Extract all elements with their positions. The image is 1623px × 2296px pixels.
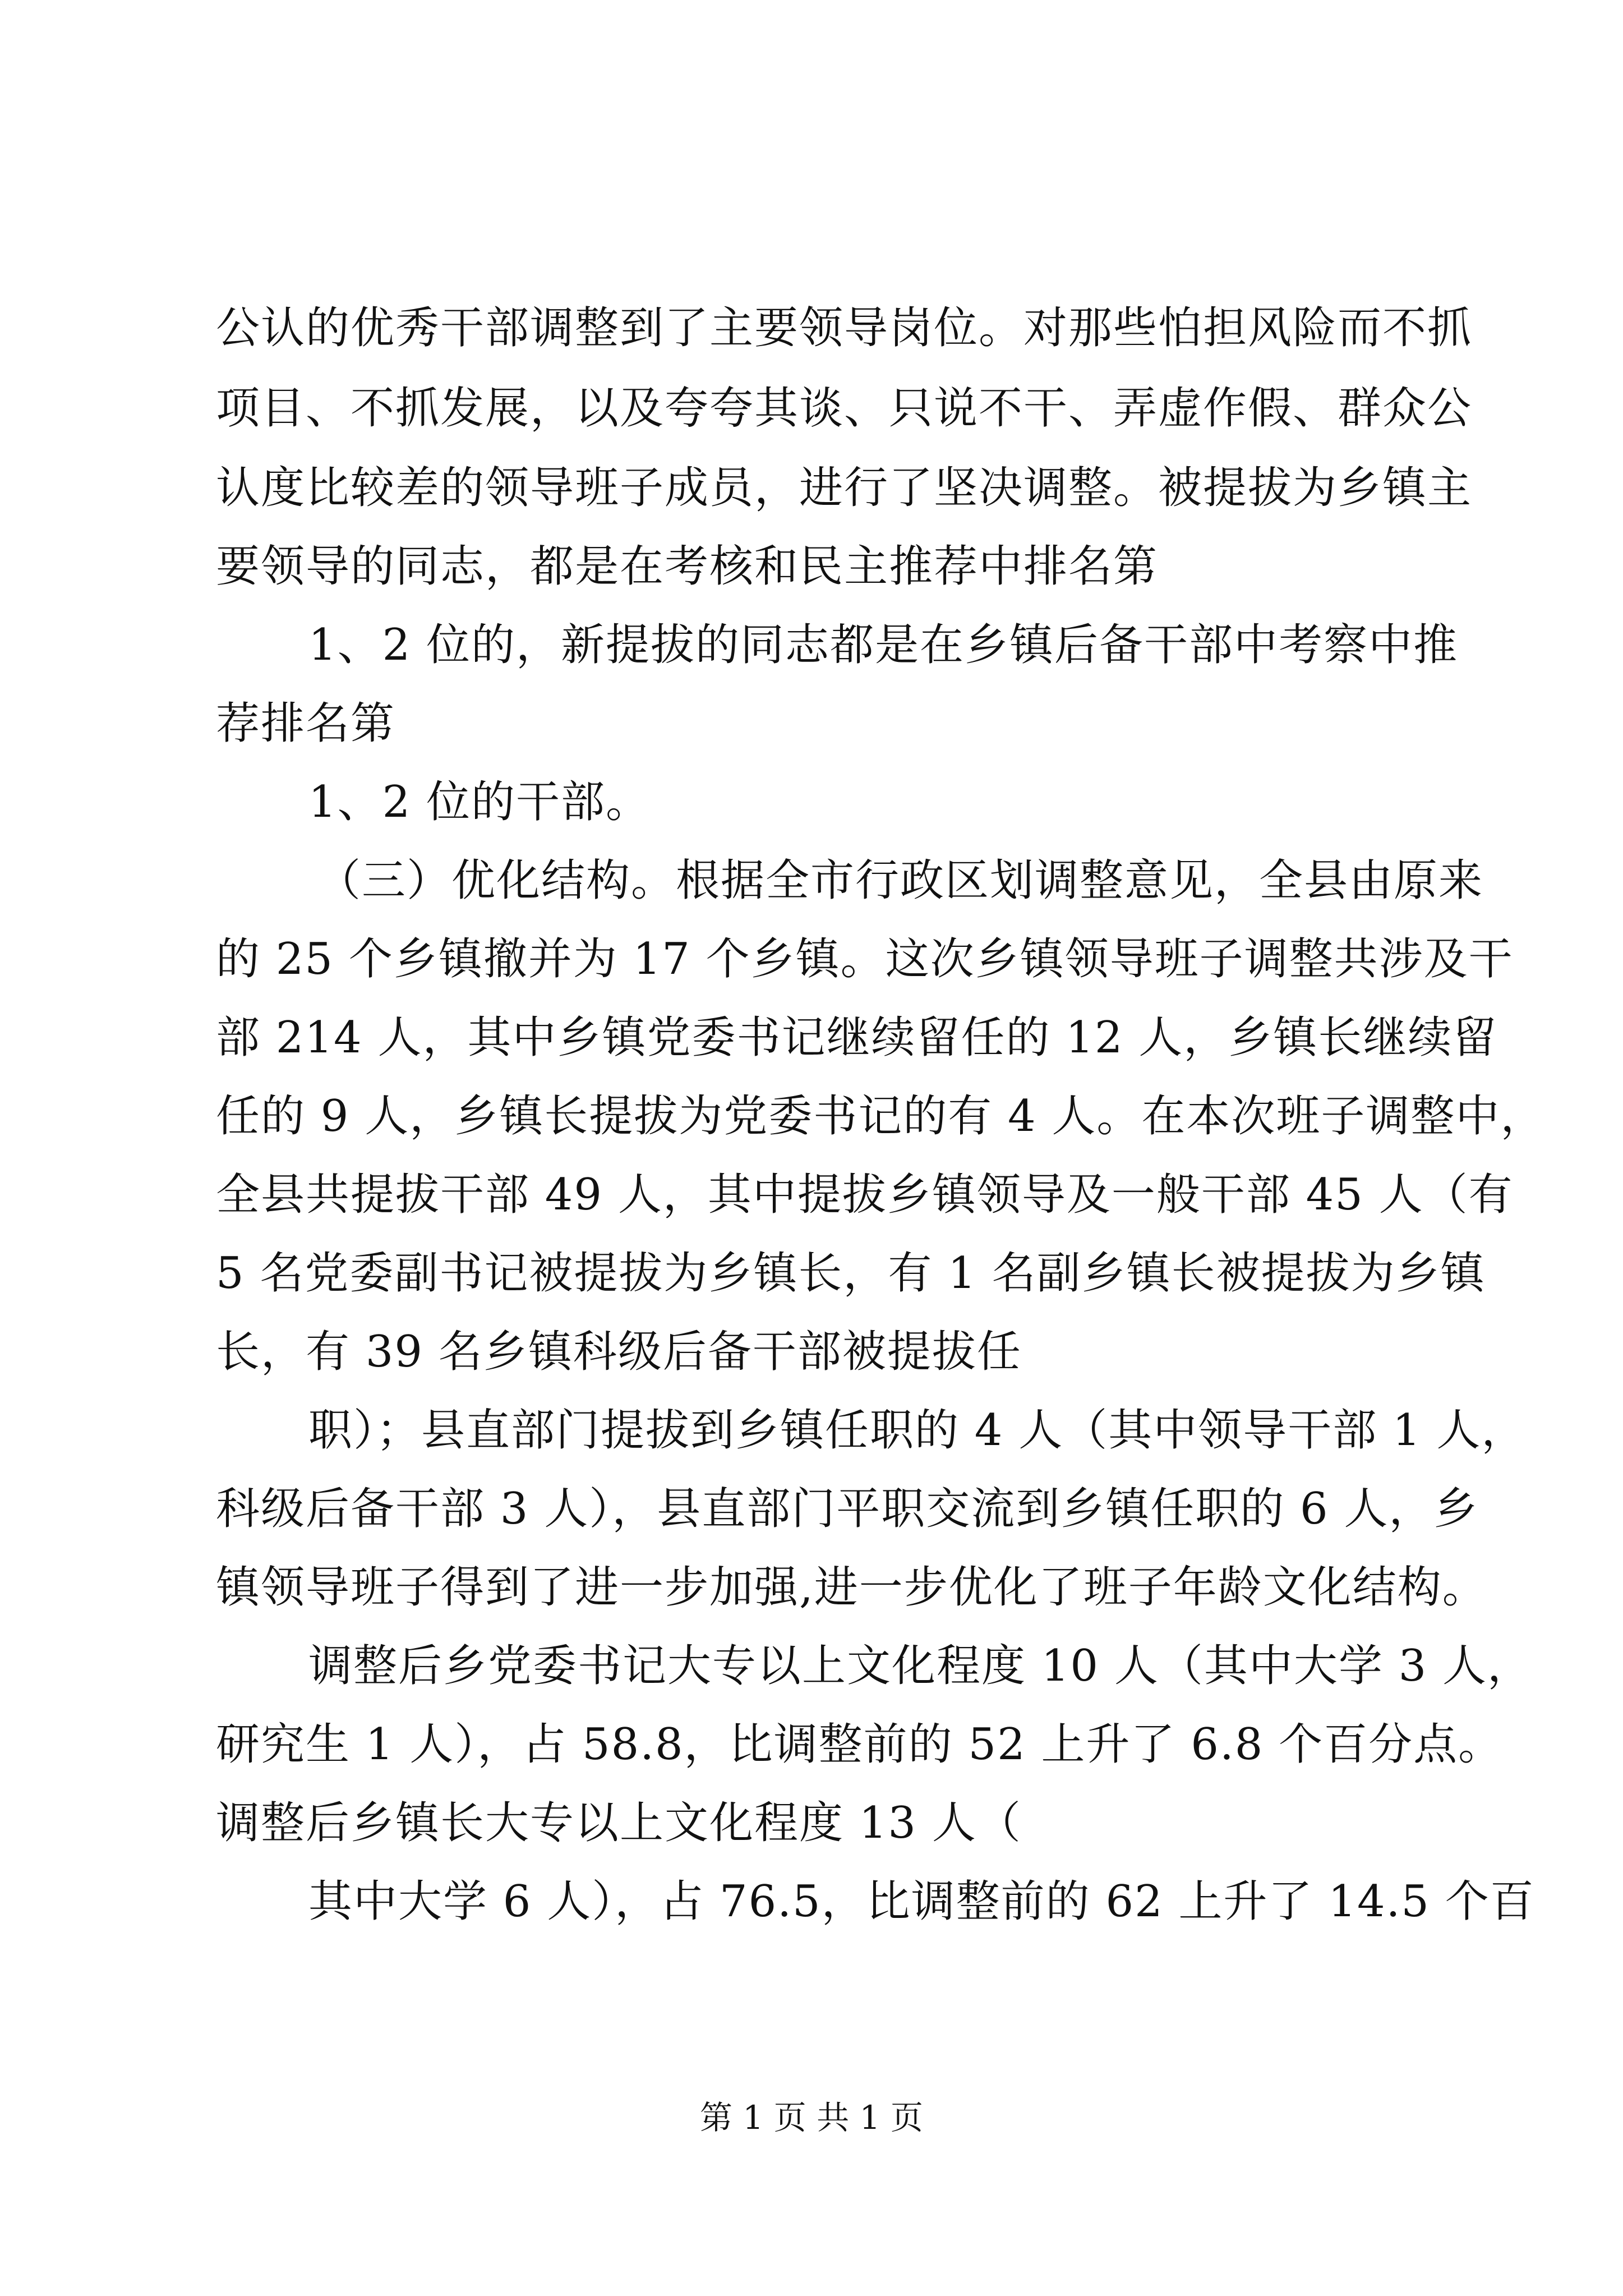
section-heading-3: （三）优化结构。根据全市行政区划调整意见，全县由原来 (317, 855, 1484, 906)
text-line-9: 的 25 个乡镇撤并为 17 个乡镇。这次乡镇领导班子调整共涉及干 (216, 934, 1514, 984)
page-footer: 第 1 页 共 1 页 (700, 2099, 923, 2137)
text-line-11: 任的 9 人，乡镇长提拔为党委书记的有 4 人。在本次班子调整中， (216, 1091, 1546, 1142)
text-line-20: 调整后乡镇长大专以上文化程度 13 人（ (216, 1798, 1022, 1848)
text-line-12: 全县共提拔干部 49 人，其中提拔乡镇领导及一般干部 45 人（有 (216, 1170, 1514, 1220)
text-line-14: 长，有 39 名乡镇科级后备干部被提拔任 (216, 1327, 1022, 1377)
text-line-19: 研究生 1 人），占 58.8，比调整前的 52 上升了 6.8 个百分点。 (216, 1719, 1504, 1770)
text-line-6: 荐排名第 (216, 698, 396, 749)
text-line-18: 调整后乡党委书记大专以上文化程度 10 人（其中大学 3 人， (308, 1641, 1533, 1691)
text-line-7: 1、2 位的干部。 (308, 777, 651, 827)
text-line-5: 1、2 位的，新提拔的同志都是在乡镇后备干部中考察中推 (308, 620, 1459, 670)
text-line-10: 部 214 人，其中乡镇党委书记继续留任的 12 人，乡镇长继续留 (216, 1013, 1498, 1063)
text-line-17: 镇领导班子得到了进一步加强,进一步优化了班子年龄文化结构。 (216, 1562, 1487, 1613)
text-line-16: 科级后备干部 3 人），县直部门平职交流到乡镇任职的 6 人，乡 (216, 1484, 1479, 1534)
text-line-13: 5 名党委副书记被提拔为乡镇长，有 1 名副乡镇长被提拔为乡镇 (216, 1248, 1486, 1299)
text-line-15: 职）；县直部门提拔到乡镇任职的 4 人（其中领导干部 1 人， (308, 1405, 1527, 1456)
text-line-1: 公认的优秀干部调整到了主要领导岗位。对那些怕担风险而不抓 (216, 303, 1473, 353)
text-line-2: 项目、不抓发展，以及夸夸其谈、只说不干、弄虚作假、群众公 (216, 383, 1473, 434)
text-line-21: 其中大学 6 人），占 76.5，比调整前的 62 上升了 14.5 个百 (308, 1876, 1535, 1927)
text-line-3: 认度比较差的领导班子成员，进行了坚决调整。被提拔为乡镇主 (216, 463, 1473, 513)
text-line-4: 要领导的同志，都是在考核和民主推荐中排名第 (216, 541, 1159, 592)
